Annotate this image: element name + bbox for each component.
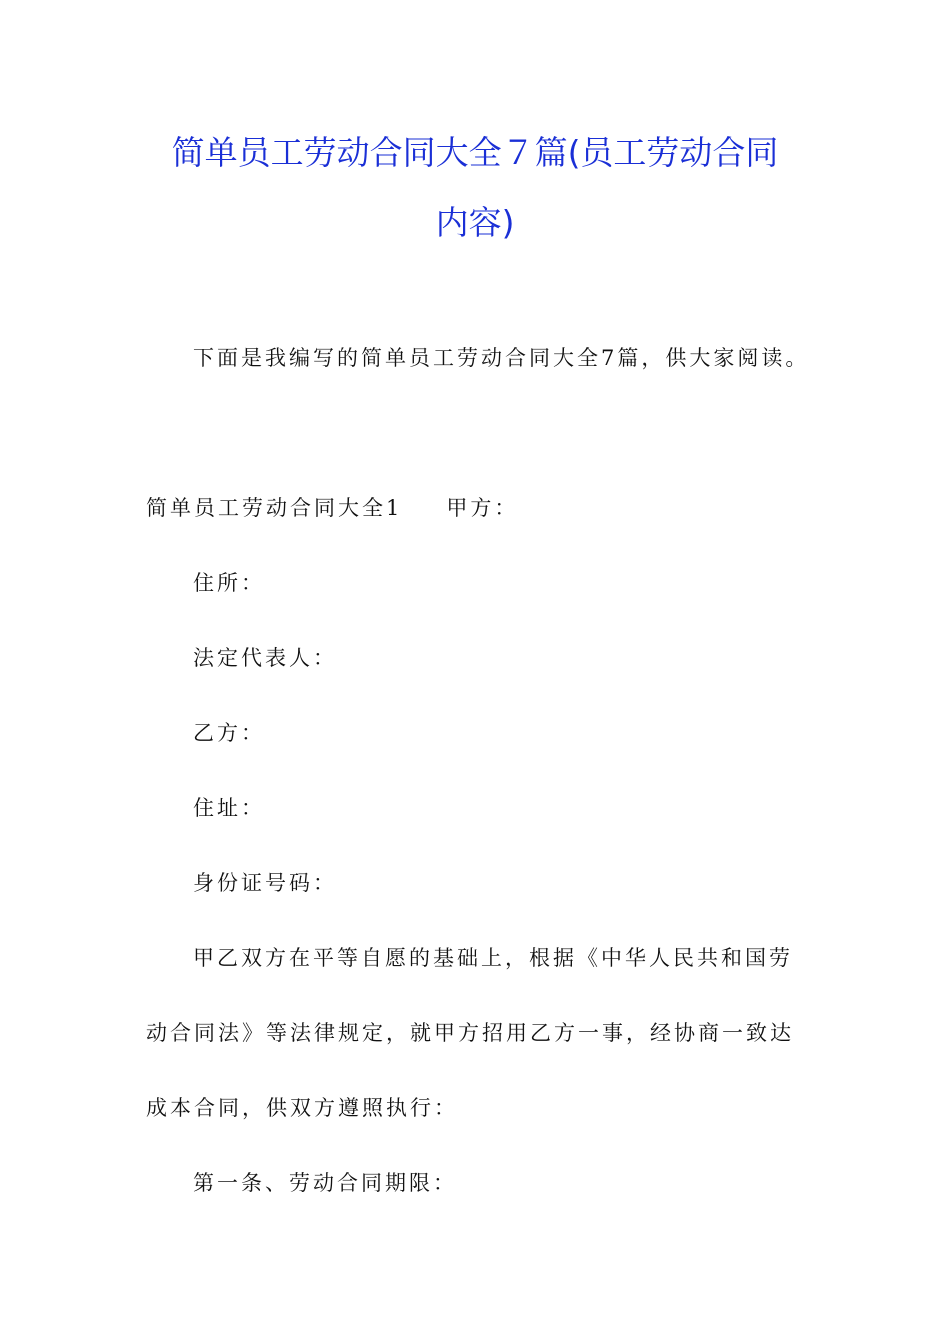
preamble-line-2: 动合同法》等法律规定，就甲方招用乙方一事，经协商一致达 [146, 1021, 794, 1045]
article-1-heading: 第一条、劳动合同期限： [193, 1171, 457, 1195]
party-b-label: 乙方： [193, 721, 265, 745]
preamble-line-3: 成本合同，供双方遵照执行： [146, 1096, 458, 1120]
address-b-label: 住址： [193, 796, 265, 820]
id-number-label: 身份证号码： [193, 871, 337, 895]
section-heading: 简单员工劳动合同大全1 [146, 496, 403, 520]
document-title-line-1: 简单员工劳动合同大全７篇(员工劳动合同 [171, 133, 779, 172]
party-a-label: 甲方： [446, 496, 519, 520]
address-a-label: 住所： [193, 571, 265, 595]
preamble-line-1: 甲乙双方在平等自愿的基础上，根据《中华人民共和国劳 [193, 946, 793, 970]
intro-paragraph: 下面是我编写的简单员工劳动合同大全7篇，供大家阅读。 [193, 346, 810, 370]
section-heading-row [146, 493, 518, 523]
legal-representative-label: 法定代表人： [193, 646, 337, 670]
document-title-line-2: 内容) [435, 203, 515, 242]
